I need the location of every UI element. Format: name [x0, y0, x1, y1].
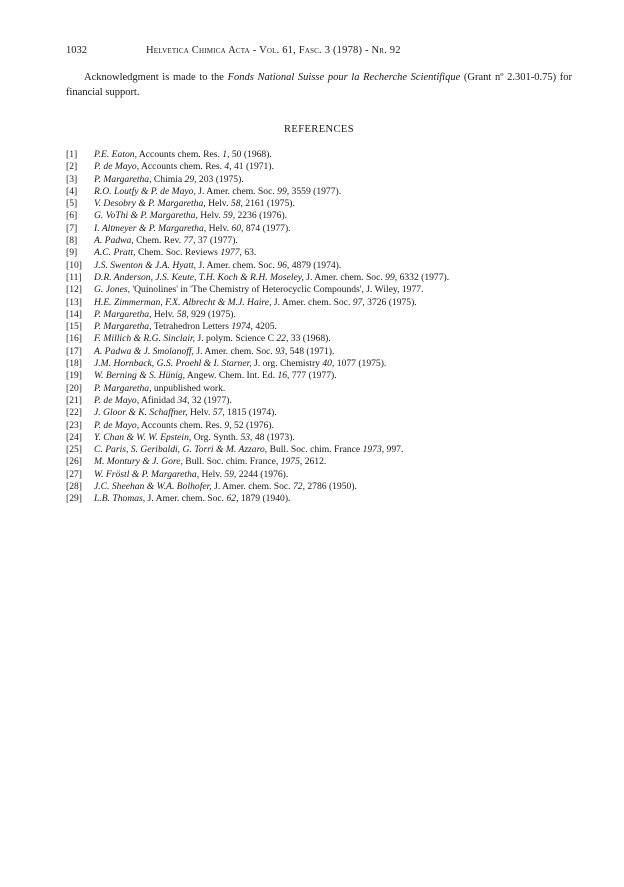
reference-volume: 22: [276, 333, 286, 345]
reference-volume: 97: [352, 296, 363, 308]
reference-authors: J.S. Swenton & J.A. Hyatt,: [94, 259, 197, 271]
reference-number: [21]: [66, 394, 82, 406]
reference-item: [66, 346, 572, 358]
reference-item: [66, 309, 572, 321]
reference-number: [8]: [66, 235, 78, 247]
reference-item: [66, 247, 572, 259]
reference-item: [66, 358, 572, 370]
reference-authors: P. Margaretha,: [94, 382, 152, 394]
reference-authors: F. Millich & R.G. Sinclair,: [94, 333, 196, 345]
reference-authors: M. Montury & J. Gore,: [94, 456, 183, 468]
reference-pages: , 3726 (1975).: [362, 296, 417, 308]
reference-source: Helv.: [205, 198, 231, 210]
reference-volume: 16: [277, 370, 288, 382]
page-header: [66, 44, 566, 58]
reference-item: [66, 432, 572, 444]
reference-authors: I. Altmeyer & P. Margaretha,: [94, 222, 207, 234]
reference-volume: 99: [277, 185, 287, 197]
reference-item: [66, 149, 572, 161]
reference-volume: 57: [212, 407, 223, 419]
reference-source: Afinidad: [139, 394, 178, 406]
reference-pages: , 52 (1976).: [229, 419, 274, 431]
reference-source: Bull. Soc. chim. France: [267, 444, 363, 456]
reference-authors: V. Desobry & P. Margaretha,: [94, 198, 206, 210]
reference-authors: P.E. Eaton,: [94, 149, 137, 160]
reference-authors: G. VoThi & P. Margaretha,: [94, 210, 198, 222]
reference-authors: P. Margaretha,: [94, 308, 152, 320]
reference-number: [13]: [66, 296, 82, 308]
reference-number: [17]: [66, 345, 82, 357]
reference-pages: , 1077 (1975).: [331, 358, 387, 370]
reference-source: Tetrahedron Letters: [151, 321, 232, 333]
reference-item: [66, 333, 572, 345]
reference-source: Helv.: [197, 210, 224, 222]
reference-source: J. org. Chemistry: [251, 358, 323, 370]
reference-authors: A. Padwa & J. Smolanoff,: [94, 345, 194, 357]
reference-number: [5]: [66, 198, 78, 210]
reference-source: J. Amer. chem. Soc.: [193, 345, 276, 357]
reference-volume: 1: [222, 149, 228, 160]
reference-volume: 1974: [231, 321, 251, 333]
reference-number: [2]: [66, 161, 78, 173]
reference-authors: J. Gloor & K. Schaffner,: [94, 407, 188, 419]
reference-pages: , 777 (1977).: [287, 370, 337, 382]
reference-item: [66, 395, 572, 407]
reference-number: [12]: [66, 284, 82, 296]
reference-authors: A. Padwa,: [94, 235, 134, 247]
reference-authors: H.E. Zimmerman, F.X. Albrecht & M.J. Haire,: [94, 296, 272, 308]
reference-volume: 72: [292, 481, 303, 493]
reference-item: [66, 260, 572, 272]
ack-text-end: (Grant nº 2.301-0.75) for financial support.: [66, 72, 572, 98]
reference-source: Bull. Soc. chim. France,: [182, 456, 281, 468]
reference-volume: 93: [275, 345, 285, 357]
reference-authors: R.O. Loutfy & P. de Mayo,: [94, 185, 196, 197]
reference-authors: D.R. Anderson, J.S. Keute, T.H. Koch & R.H. Moseley,: [94, 271, 304, 283]
reference-pages: , 33 (1968).: [285, 333, 331, 345]
reference-authors: P. de Mayo,: [94, 394, 140, 406]
reference-source: Org. Synth.: [191, 431, 241, 443]
reference-item: [66, 481, 572, 493]
reference-volume: 9: [224, 419, 230, 431]
reference-source: Helv.: [187, 407, 213, 419]
reference-pages: , 32 (1977).: [187, 394, 232, 406]
reference-source: J. Amer. chem. Soc.: [271, 296, 353, 308]
reference-item: [66, 444, 572, 456]
reference-number: [15]: [66, 321, 82, 333]
reference-pages: , 997.: [381, 444, 404, 456]
reference-volume: 4: [224, 161, 230, 173]
reference-pages: , 41 (1971).: [229, 161, 274, 173]
reference-volume: 62: [226, 493, 237, 505]
reference-volume: 96: [277, 259, 287, 271]
reference-item: [66, 174, 572, 186]
references-list: [66, 149, 572, 506]
acknowledgment-text: [66, 70, 572, 100]
reference-number: [24]: [66, 431, 82, 443]
reference-pages: , 4879 (1974).: [286, 259, 342, 271]
reference-number: [19]: [66, 370, 82, 382]
reference-number: [3]: [66, 173, 78, 185]
reference-source: Angew. Chem. Int. Ed.: [185, 370, 278, 382]
reference-number: [9]: [66, 247, 78, 259]
reference-authors: C. Paris, S. Geribaldi, G. Torri & M. Azzaro,: [94, 444, 268, 456]
reference-volume: 60: [231, 222, 242, 234]
reference-source: Chem. Soc. Reviews: [135, 247, 221, 259]
reference-number: [29]: [66, 493, 82, 505]
reference-source: Helv.: [151, 308, 177, 320]
reference-volume: 59: [223, 210, 233, 222]
reference-item: [66, 383, 572, 395]
reference-number: [22]: [66, 407, 82, 419]
reference-number: [28]: [66, 481, 82, 493]
reference-source: Accounts chem. Res.: [139, 161, 225, 173]
reference-item: [66, 321, 572, 333]
references-heading: REFERENCES: [284, 124, 354, 135]
reference-item: [66, 272, 572, 284]
reference-pages: , 929 (1975).: [186, 308, 236, 320]
reference-item: [66, 493, 572, 505]
reference-volume: 99: [385, 271, 395, 283]
reference-volume: 1973: [362, 444, 382, 456]
reference-volume: 1977: [220, 247, 240, 259]
reference-source: Helv.: [199, 468, 225, 480]
reference-item: [66, 469, 572, 481]
reference-pages: , 63.: [239, 247, 257, 259]
reference-source: J. polym. Science C: [195, 333, 277, 345]
reference-item: [66, 407, 572, 419]
reference-pages: , 203 (1975).: [194, 173, 244, 185]
reference-authors: J.M. Hornback, G.S. Proehl & I. Starner,: [94, 358, 252, 370]
reference-volume: 40: [322, 358, 332, 370]
ack-text-start: Acknowledgment is made to the: [84, 72, 228, 83]
reference-source: J. Amer. chem. Soc.: [145, 493, 227, 505]
reference-pages: , 2786 (1950).: [302, 481, 357, 493]
reference-source: J. Amer. chem. Soc.: [196, 259, 278, 271]
reference-source: Chem. Rev.: [133, 235, 184, 247]
reference-number: [11]: [66, 271, 82, 283]
reference-pages: , 1879 (1940).: [236, 493, 291, 505]
reference-pages: , 874 (1977).: [241, 222, 291, 234]
reference-pages: , 2612.: [299, 456, 327, 468]
reference-source: Helv.: [206, 222, 232, 234]
reference-authors: L.B. Thomas,: [94, 493, 146, 505]
acknowledgment: [66, 70, 572, 100]
reference-number: [6]: [66, 210, 78, 222]
journal-citation: Helvetica Chimica Acta - Vol. 61, Fasc. 3 (1978) - Nr. 92: [146, 45, 401, 56]
reference-item: [66, 420, 572, 432]
reference-item: [66, 186, 572, 198]
reference-item: [66, 297, 572, 309]
reference-item: [66, 210, 572, 222]
reference-number: [4]: [66, 185, 78, 197]
reference-pages: , 2161 (1975).: [240, 198, 295, 210]
reference-number: [1]: [66, 149, 78, 160]
reference-pages: , 1815 (1974).: [222, 407, 277, 419]
page-number: 1032: [66, 45, 87, 56]
reference-item: [66, 370, 572, 382]
reference-pages: , 4205.: [250, 321, 277, 333]
reference-authors: A.C. Pratt,: [94, 247, 136, 259]
reference-authors: W. Berning & S. Hünig,: [94, 370, 186, 382]
reference-source: Accounts chem. Res.: [139, 419, 225, 431]
reference-authors: P. Margaretha,: [94, 321, 152, 333]
reference-volume: 58: [230, 198, 241, 210]
reference-item: [66, 284, 572, 296]
reference-authors: P. de Mayo,: [94, 419, 140, 431]
reference-pages: , 6332 (1977).: [394, 271, 450, 283]
fund-name: Fonds National Suisse pour la Recherche Scientifique: [227, 72, 461, 83]
reference-authors: J.C. Sheehan & W.A. Bolhofer,: [94, 481, 212, 493]
reference-number: [10]: [66, 259, 82, 271]
reference-number: [27]: [66, 468, 82, 480]
reference-source: 'Quinolines' in 'The Chemistry of Heterocyclic Compounds', J. Wiley, 1977.: [129, 284, 424, 296]
reference-source: Chimia: [151, 173, 185, 185]
reference-volume: 59: [224, 468, 234, 480]
reference-source: J. Amer. chem. Soc.: [195, 185, 278, 197]
reference-volume: 1975: [280, 456, 300, 468]
reference-pages: , 548 (1971).: [284, 345, 335, 357]
reference-authors: G. Jones,: [94, 284, 130, 296]
reference-pages: , 3559 (1977).: [286, 185, 342, 197]
reference-item: [66, 235, 572, 247]
reference-number: [18]: [66, 358, 82, 370]
reference-number: [23]: [66, 419, 82, 431]
reference-authors: W. Fröstl & P. Margaretha,: [94, 468, 200, 480]
reference-volume: 77: [183, 235, 194, 247]
reference-pages: , 2236 (1976).: [232, 210, 288, 222]
reference-number: [26]: [66, 456, 82, 468]
reference-number: [25]: [66, 444, 82, 456]
reference-source: unpublished work.: [151, 382, 226, 394]
reference-volume: 53: [240, 431, 251, 443]
reference-volume: 29: [184, 173, 195, 185]
reference-pages: , 50 (1968).: [227, 149, 272, 160]
reference-source: J. Amer. chem. Soc.: [211, 481, 293, 493]
reference-authors: P. Margaretha,: [94, 173, 152, 185]
reference-number: [20]: [66, 382, 82, 394]
reference-pages: , 37 (1977).: [193, 235, 238, 247]
reference-number: [16]: [66, 333, 82, 345]
reference-number: [14]: [66, 308, 82, 320]
reference-authors: P. de Mayo,: [94, 161, 140, 173]
reference-item: [66, 223, 572, 235]
reference-source: J. Amer. chem. Soc.: [303, 271, 386, 283]
reference-pages: , 48 (1973).: [250, 431, 295, 443]
reference-volume: 34: [177, 394, 188, 406]
reference-pages: , 2244 (1976).: [233, 468, 289, 480]
reference-number: [7]: [66, 222, 78, 234]
reference-source: Accounts chem. Res.: [137, 149, 223, 160]
reference-item: [66, 161, 572, 173]
reference-authors: Y. Chan & W. W. Epstein,: [94, 431, 192, 443]
reference-item: [66, 456, 572, 468]
reference-volume: 58: [176, 308, 187, 320]
reference-item: [66, 198, 572, 210]
